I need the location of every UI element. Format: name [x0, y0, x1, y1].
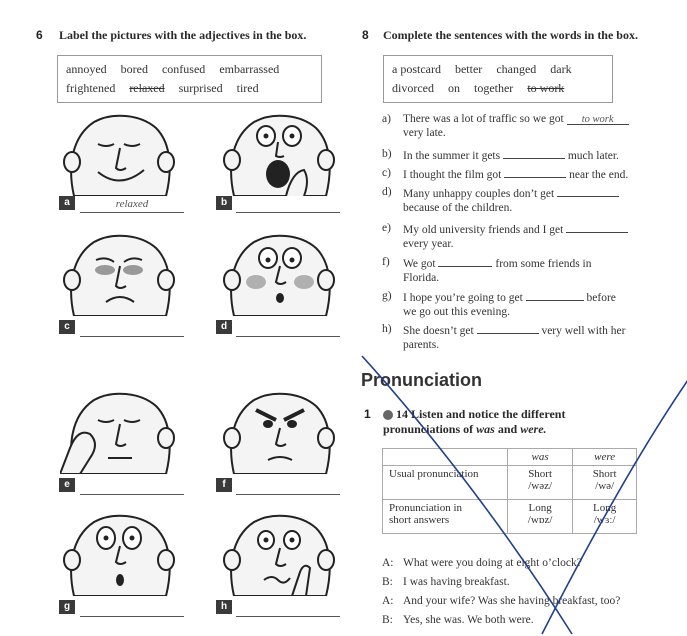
- answer-line-g[interactable]: [80, 602, 184, 617]
- answer-blank[interactable]: [526, 289, 584, 301]
- face-b-frightened-illustration: [220, 110, 340, 196]
- sentence-letter: e): [382, 222, 391, 234]
- sentence-text: I hope you’re going to get: [403, 292, 523, 304]
- word-box-row-1: [392, 60, 604, 79]
- face-h-confused-illustration: [220, 510, 340, 596]
- sentence-text-after: from some friends in: [495, 258, 592, 270]
- picture-label-h: h: [216, 600, 232, 614]
- sentence-text: We got: [403, 258, 436, 270]
- sentence-letter: b): [382, 148, 392, 160]
- picture-label-g: g: [59, 600, 75, 614]
- instructions-line-1: Listen and notice the different: [411, 407, 566, 421]
- face-a-relaxed-illustration: [60, 110, 180, 196]
- speaker: A:: [382, 557, 394, 569]
- table-header-row: [383, 449, 637, 466]
- word-a-postcard: a postcard: [392, 62, 441, 76]
- word-better: better: [454, 62, 483, 76]
- sentence-text: Many unhappy couples don’t get: [403, 188, 555, 200]
- table-row: [383, 466, 637, 500]
- sentence-text: In the summer it gets: [403, 150, 501, 162]
- cell-were: Short /wə/: [573, 466, 637, 500]
- word-to-work-crossed: to work: [527, 81, 565, 95]
- exercise-6-number: 6: [36, 28, 43, 42]
- dialogue-text: What were you doing at eight o’clock?: [403, 557, 582, 569]
- face-g-surprised-illustration: [60, 510, 180, 596]
- word-dark: dark: [550, 62, 572, 76]
- table-header-was: was: [508, 449, 573, 466]
- picture-label-b: b: [216, 196, 232, 210]
- picture-label-e: e: [59, 478, 75, 492]
- word-tired: tired: [236, 81, 259, 95]
- sentence-c: [366, 166, 666, 180]
- sentence-text: My old university friends and I get: [403, 224, 564, 236]
- pronunciation-instructions: [383, 407, 643, 437]
- face-d-embarrassed-illustration: [220, 230, 340, 316]
- sentence-text: There was a lot of traffic so we got: [403, 113, 564, 125]
- dialogue-text: I was having breakfast.: [403, 576, 510, 588]
- word-on: on: [447, 81, 460, 95]
- sentence-continuation: very late.: [403, 127, 446, 139]
- face-c-tired-illustration: [60, 230, 180, 316]
- exercise-6-word-box: [57, 55, 322, 103]
- instructions-and: and: [497, 422, 518, 436]
- row-label: Usual pronunciation: [383, 466, 508, 500]
- word-divorced: divorced: [392, 81, 434, 95]
- sentence-letter: f): [382, 256, 390, 268]
- sentence-text-after: very well with her: [541, 325, 626, 337]
- answer-blank[interactable]: [557, 185, 619, 197]
- sentence-letter: a): [382, 113, 391, 125]
- sentence-text-after: much later.: [567, 150, 619, 162]
- answer-line-e[interactable]: [80, 480, 184, 495]
- sentence-continuation: parents.: [403, 339, 440, 351]
- word-box-row-1: [66, 60, 313, 79]
- exercise-8-number: 8: [362, 28, 369, 42]
- word-frightened: frightened: [66, 81, 116, 95]
- instructions-line-2: pronunciations of: [383, 422, 474, 436]
- picture-label-f: f: [216, 478, 232, 492]
- answer-blank[interactable]: [477, 322, 539, 334]
- sentence-g: [366, 289, 666, 317]
- sentence-text-after: before: [586, 292, 616, 304]
- audio-icon[interactable]: [383, 410, 393, 420]
- answer-line-f[interactable]: [236, 480, 340, 495]
- answer-line-c[interactable]: [80, 322, 184, 337]
- sentence-letter: g): [382, 290, 392, 302]
- word-confused: confused: [161, 62, 206, 76]
- table-header-blank: [383, 449, 508, 466]
- pronunciation-exercise-number: 1: [364, 407, 371, 421]
- sentence-text-after: near the end.: [569, 169, 629, 181]
- sentence-b: [366, 147, 666, 161]
- pronunciation-table: [382, 448, 637, 534]
- answer-line-h[interactable]: [236, 602, 340, 617]
- sentence-letter: h): [382, 323, 392, 335]
- track-number: 14: [396, 407, 408, 421]
- answer-blank[interactable]: [504, 166, 566, 178]
- word-relaxed-crossed: relaxed: [129, 81, 165, 95]
- sentence-continuation: we go out this evening.: [403, 306, 510, 318]
- sentence-h: [366, 322, 666, 350]
- sentence-continuation: every year.: [403, 238, 454, 250]
- sentence-continuation: Florida.: [403, 272, 440, 284]
- answer-blank[interactable]: [438, 255, 492, 267]
- face-f-annoyed-illustration: [220, 388, 340, 474]
- word-annoyed: annoyed: [66, 62, 107, 76]
- exercise-6-title: Label the pictures with the adjectives in the box.: [59, 28, 307, 42]
- picture-label-c: c: [59, 320, 75, 334]
- speaker: A:: [382, 595, 394, 607]
- word-embarrassed: embarrassed: [219, 62, 280, 76]
- face-e-bored-illustration: [60, 388, 180, 474]
- sentence-d: [366, 185, 666, 213]
- word-box-row-2: [66, 79, 313, 98]
- sentence-continuation: because of the children.: [403, 202, 513, 214]
- dialogue-text: Yes, she was. We both were.: [403, 614, 534, 626]
- answer-blank[interactable]: [503, 147, 565, 159]
- answer-blank[interactable]: to work: [567, 113, 629, 125]
- cell-were: Long /wɜː/: [573, 500, 637, 534]
- picture-label-a: a: [59, 196, 75, 210]
- answer-line-b[interactable]: [236, 198, 340, 213]
- exercise-8-title: Complete the sentences with the words in the box.: [383, 28, 638, 42]
- answer-line-d[interactable]: [236, 322, 340, 337]
- cell-was: Short /wəz/: [508, 466, 573, 500]
- word-together: together: [473, 81, 514, 95]
- sentence-text: She doesn’t get: [403, 325, 474, 337]
- instructions-was: was: [476, 422, 495, 436]
- word-changed: changed: [496, 62, 537, 76]
- sentence-f: [366, 255, 666, 283]
- table-row: [383, 500, 637, 534]
- instructions-were: were.: [520, 422, 547, 436]
- picture-label-d: d: [216, 320, 232, 334]
- speaker: B:: [382, 614, 393, 626]
- answer-blank[interactable]: [566, 221, 628, 233]
- word-box-row-2: [392, 79, 604, 98]
- dialogue-text: And your wife? Was she having breakfast, too?: [403, 595, 621, 607]
- word-surprised: surprised: [178, 81, 223, 95]
- cell-was: Long /wɒz/: [508, 500, 573, 534]
- sentence-a: [366, 112, 666, 140]
- word-bored: bored: [120, 62, 148, 76]
- sentence-letter: d): [382, 186, 392, 198]
- sentence-letter: c): [382, 167, 391, 179]
- pronunciation-heading: Pronunciation: [361, 370, 482, 390]
- sentence-text: I thought the film got: [403, 169, 502, 181]
- exercise-8-word-box: [383, 55, 613, 103]
- table-header-were: were: [573, 449, 637, 466]
- sentence-e: [366, 221, 666, 249]
- speaker: B:: [382, 576, 393, 588]
- row-label: Pronunciation in short answers: [383, 500, 508, 534]
- answer-line-a[interactable]: relaxed: [80, 198, 184, 213]
